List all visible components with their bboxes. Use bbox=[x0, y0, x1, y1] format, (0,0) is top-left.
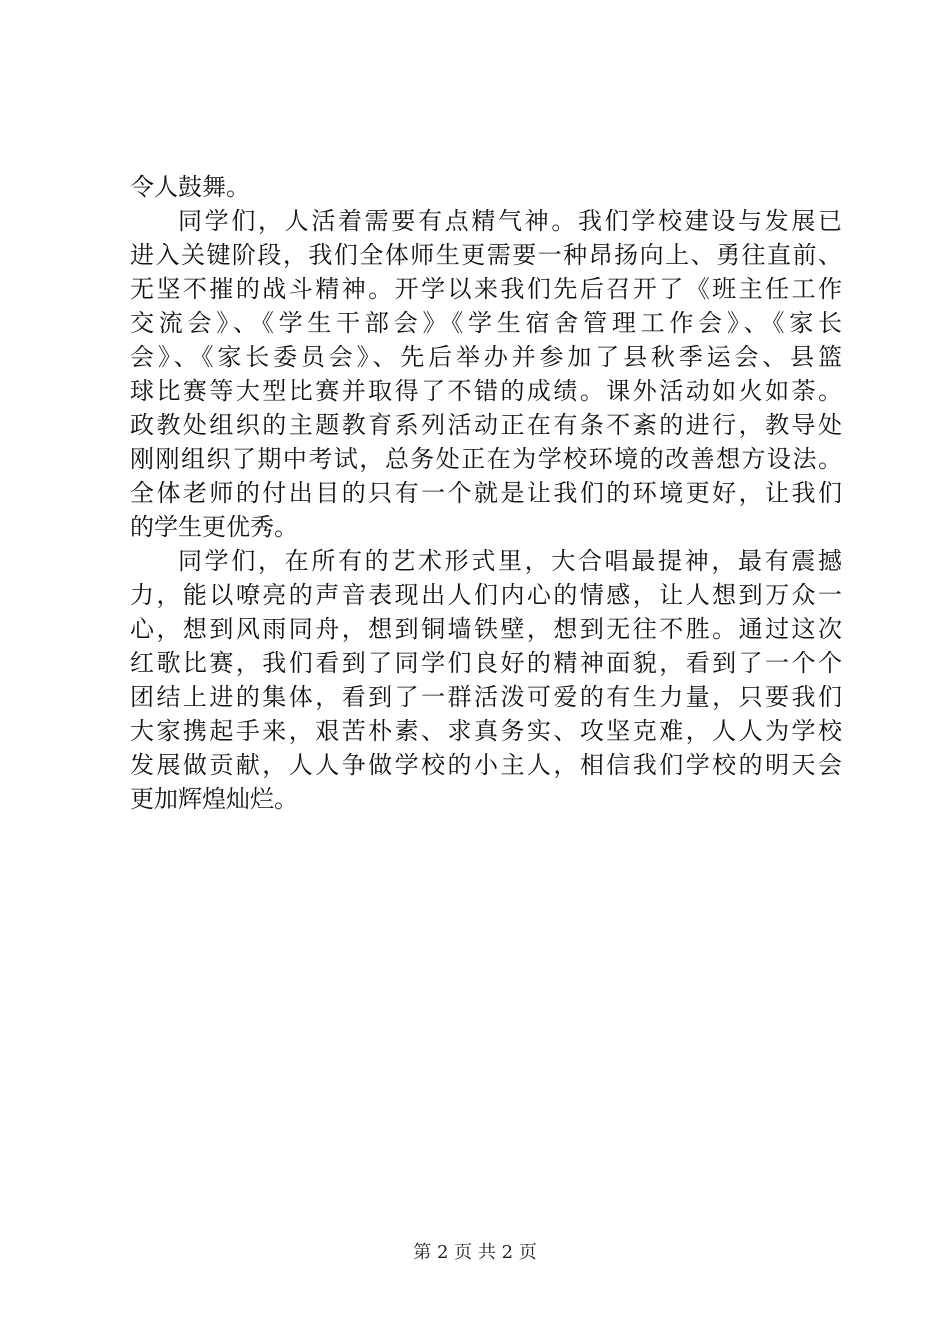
text-line: 交流会》、《学生干部会》《学生宿舍管理工作会》、《家长 bbox=[130, 309, 842, 337]
text-line: 更加辉煌灿烂。 bbox=[130, 785, 298, 813]
text-line: 大家携起手来，艰苦朴素、求真务实、攻坚克难，人人为学校 bbox=[130, 717, 842, 745]
document-body bbox=[130, 170, 842, 816]
text-line: 的学生更优秀。 bbox=[130, 513, 298, 541]
text-line: 政教处组织的主题教育系列活动正在有条不紊的进行，教导处 bbox=[130, 411, 842, 439]
text-line: 令人鼓舞。 bbox=[130, 173, 250, 201]
text-line: 心，想到风雨同舟，想到铜墙铁壁，想到无往不胜。通过这次 bbox=[130, 615, 842, 643]
text-line: 全体老师的付出目的只有一个就是让我们的环境更好，让我们 bbox=[130, 479, 842, 507]
text-line: 同学们，在所有的艺术形式里，大合唱最提神，最有震撼 bbox=[178, 547, 842, 575]
text-line: 同学们，人活着需要有点精气神。我们学校建设与发展已 bbox=[178, 207, 842, 235]
text-line: 会》、《家长委员会》、先后举办并参加了县秋季运会、县篮 bbox=[130, 343, 842, 371]
text-line: 力，能以嘹亮的声音表现出人们内心的情感，让人想到万众一 bbox=[130, 581, 842, 609]
text-line: 红歌比赛，我们看到了同学们良好的精神面貌，看到了一个个 bbox=[130, 649, 842, 677]
text-line: 团结上进的集体，看到了一群活泼可爱的有生力量，只要我们 bbox=[130, 683, 842, 711]
text-line: 无坚不摧的战斗精神。开学以来我们先后召开了《班主任工作 bbox=[130, 275, 842, 303]
page-footer: 第 2 页 共 2 页 bbox=[413, 1242, 537, 1263]
text-line: 进入关键阶段，我们全体师生更需要一种昂扬向上、勇往直前、 bbox=[130, 241, 842, 269]
text-line: 球比赛等大型比赛并取得了不错的成绩。课外活动如火如荼。 bbox=[130, 377, 842, 405]
text-line: 刚刚组织了期中考试，总务处正在为学校环境的改善想方设法。 bbox=[130, 445, 842, 473]
text-line: 发展做贡献，人人争做学校的小主人，相信我们学校的明天会 bbox=[130, 751, 842, 779]
